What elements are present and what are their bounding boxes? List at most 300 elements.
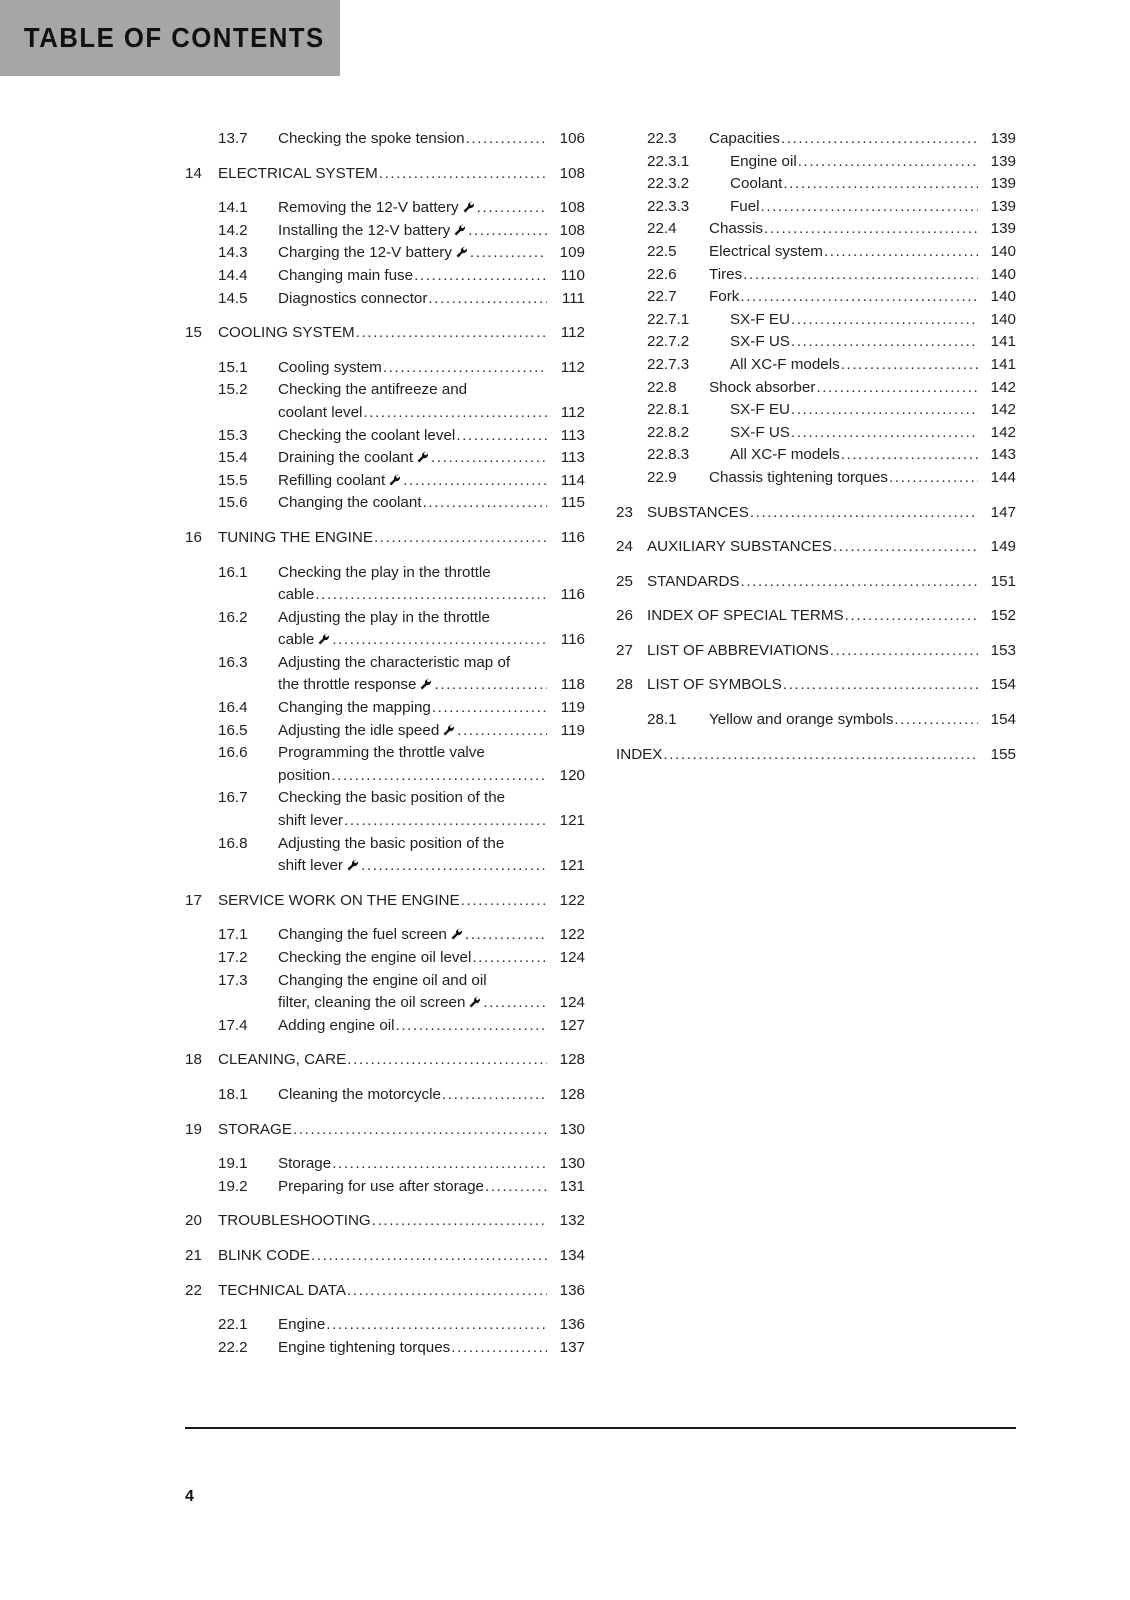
toc-entry[interactable]: [185, 527, 585, 550]
toc-entry-label: AUXILIARY SUBSTANCES: [647, 538, 832, 556]
toc-entry-label: Changing the engine oil and oil: [278, 971, 487, 989]
toc-entry-body: [709, 151, 978, 174]
toc-entry-label: Electrical system: [709, 242, 823, 260]
toc-entry-label: Checking the spoke tension: [278, 130, 465, 147]
toc-entry-body: [709, 218, 978, 241]
toc-entry-page-number: 130: [559, 1155, 585, 1173]
toc-entry-label: Chassis: [709, 220, 764, 238]
toc-entry-label: Fuel: [730, 197, 760, 215]
toc-entry-label: TECHNICAL DATA: [218, 1281, 346, 1299]
toc-entry-line: [730, 173, 978, 196]
toc-entry[interactable]: [185, 924, 585, 947]
toc-entry[interactable]: [185, 288, 585, 311]
toc-entry-number: 22.3.2: [647, 175, 690, 193]
leader-dots: [841, 354, 978, 377]
toc-entry-body: [278, 970, 547, 1015]
leader-dots: [663, 744, 978, 767]
table-of-contents-banner: [0, 0, 340, 76]
toc-entry-label: Adjusting the basic position of the: [278, 834, 505, 852]
toc-entry[interactable]: [616, 286, 1016, 309]
toc-entry[interactable]: [616, 264, 1016, 287]
toc-entry-line: [278, 197, 547, 220]
toc-entry-body: [278, 128, 547, 151]
toc-entry-label: INDEX: [616, 745, 663, 763]
toc-entry-line: [218, 1245, 547, 1268]
toc-entry-line: [218, 163, 547, 186]
toc-entry-body: [218, 890, 547, 913]
toc-entry[interactable]: [185, 890, 585, 913]
toc-entry-page-number: 147: [990, 503, 1016, 521]
toc-entry-number: 15.3: [218, 426, 248, 444]
leader-dots: [347, 1280, 547, 1303]
toc-column-left: [185, 128, 585, 1359]
toc-entry-label: Fork: [709, 288, 740, 306]
toc-entry[interactable]: [185, 379, 585, 424]
toc-entry[interactable]: [185, 220, 585, 243]
toc-entry[interactable]: [185, 197, 585, 220]
toc-entry-page-number: 113: [560, 449, 585, 467]
toc-entry-page-number: 127: [559, 1016, 585, 1034]
toc-entry-body: [709, 399, 978, 422]
toc-entry[interactable]: [616, 331, 1016, 354]
toc-entry[interactable]: [185, 1280, 585, 1303]
toc-entry-body: [647, 571, 978, 594]
toc-entry-line: [278, 379, 547, 402]
toc-entry-label: Refilling coolant: [278, 470, 402, 493]
toc-entry-line: [730, 444, 978, 467]
toc-entry[interactable]: [616, 218, 1016, 241]
toc-entry[interactable]: [616, 422, 1016, 445]
toc-entry-body: [278, 1084, 547, 1107]
toc-entry-number: 22.7.1: [647, 310, 690, 328]
leader-dots: [833, 536, 978, 559]
leader-dots: [845, 605, 978, 628]
toc-entry[interactable]: [616, 640, 1016, 663]
toc-entry-number: 22.8: [647, 378, 677, 396]
toc-entry[interactable]: [185, 742, 585, 787]
toc-entry-label: Yellow and orange symbols: [709, 711, 894, 729]
toc-entry-line: [218, 1119, 547, 1142]
toc-entry-body: [218, 1280, 547, 1303]
leader-dots: [740, 286, 978, 309]
toc-entry-line: [730, 309, 978, 332]
toc-entry-page-number: 118: [560, 676, 585, 694]
leader-dots: [461, 890, 547, 913]
toc-entry[interactable]: [616, 709, 1016, 732]
toc-entry-number: 16.2: [218, 608, 248, 626]
toc-entry[interactable]: [616, 744, 1016, 767]
toc-entry-label: Engine: [278, 1316, 326, 1334]
toc-entry[interactable]: [616, 377, 1016, 400]
toc-entry-line: [730, 399, 978, 422]
toc-entry-label: INDEX OF SPECIAL TERMS: [647, 607, 844, 625]
toc-entry[interactable]: [185, 697, 585, 720]
toc-entry-label: Checking the coolant level: [278, 426, 456, 444]
toc-entry-label: STANDARDS: [647, 572, 740, 590]
toc-entry-number: 15.4: [218, 449, 248, 467]
toc-entry-page-number: 122: [559, 926, 585, 944]
toc-entry-body: [218, 527, 547, 550]
toc-entry-label: Diagnostics connector: [278, 289, 428, 307]
page-title: TABLE OF CONTENTS: [23, 22, 325, 53]
toc-entry-body: [278, 242, 547, 265]
leader-dots: [383, 357, 547, 380]
toc-entry-number: 28: [616, 676, 633, 694]
toc-entry-page-number: 142: [990, 401, 1016, 419]
toc-entry-line: [709, 128, 978, 151]
toc-entry[interactable]: [185, 970, 585, 1015]
toc-entry[interactable]: [185, 1153, 585, 1176]
toc-entry-page-number: 128: [559, 1085, 585, 1103]
leader-dots: [363, 402, 547, 425]
toc-entry-line: [218, 1210, 547, 1233]
toc-entry[interactable]: [185, 425, 585, 448]
toc-entry-number: 14.1: [218, 199, 248, 217]
toc-entry-line: [278, 1314, 547, 1337]
toc-entry-page-number: 110: [560, 266, 585, 284]
leader-dots: [451, 1337, 547, 1360]
toc-entry-page-number: 121: [559, 857, 585, 875]
toc-entry-line: [278, 1337, 547, 1360]
toc-entry-number: 17.2: [218, 949, 248, 966]
toc-entry-body: [218, 1119, 547, 1142]
toc-entry-page-number: 116: [560, 586, 585, 604]
toc-entry[interactable]: [616, 151, 1016, 174]
toc-entry[interactable]: [616, 536, 1016, 559]
leader-dots: [396, 1015, 547, 1038]
toc-entry[interactable]: [616, 196, 1016, 219]
toc-entry[interactable]: [185, 1015, 585, 1038]
leader-dots: [432, 697, 547, 720]
toc-entry[interactable]: [185, 1176, 585, 1199]
toc-entry-line: [709, 264, 978, 287]
wrench-icon: [346, 859, 359, 872]
leader-dots: [372, 1210, 547, 1233]
toc-entry-line: [278, 833, 547, 856]
toc-entry-page-number: 122: [559, 891, 585, 909]
toc-entry-label: Changing main fuse: [278, 266, 414, 284]
toc-entry-body: [647, 674, 978, 697]
leader-dots: [824, 241, 978, 264]
toc-entry[interactable]: [185, 787, 585, 832]
toc-entry[interactable]: [616, 354, 1016, 377]
toc-entry-body: [278, 1314, 547, 1337]
toc-entry-body: [278, 924, 547, 947]
toc-entry[interactable]: [616, 309, 1016, 332]
toc-entry-page-number: 139: [990, 152, 1016, 170]
toc-entry-body: [709, 444, 978, 467]
toc-entry-body: [709, 241, 978, 264]
toc-entry-page-number: 151: [990, 572, 1016, 590]
toc-entry-number: 23: [616, 503, 633, 521]
toc-entry[interactable]: [185, 652, 585, 697]
toc-entry-body: [278, 447, 547, 470]
toc-entry-label: SUBSTANCES: [647, 503, 749, 521]
toc-entry[interactable]: [185, 1210, 585, 1233]
toc-entry-body: [278, 947, 547, 970]
toc-entry[interactable]: [185, 322, 585, 345]
toc-entry-body: [278, 742, 547, 787]
toc-entry-body: [278, 492, 547, 515]
toc-entry-page-number: 140: [990, 310, 1016, 328]
leader-dots: [783, 674, 978, 697]
footer-divider: [185, 1427, 1016, 1429]
toc-entry-number: 18: [185, 1051, 202, 1069]
toc-entry-line: [730, 354, 978, 377]
toc-entry-page-number: 120: [559, 766, 585, 784]
toc-entry-line: [730, 196, 978, 219]
leader-dots: [798, 151, 978, 174]
toc-entry-line: [709, 467, 978, 490]
leader-dots: [764, 218, 978, 241]
toc-entry[interactable]: [185, 1049, 585, 1072]
toc-entry-label: SX-F US: [730, 423, 790, 441]
toc-entry-page-number: 108: [559, 199, 585, 217]
toc-entry-line: [278, 1084, 547, 1107]
toc-entry-page-number: 153: [990, 641, 1016, 659]
toc-entry-page-number: 134: [559, 1246, 585, 1264]
toc-entry-label: the throttle response: [278, 674, 433, 697]
toc-entry-label: TUNING THE ENGINE: [218, 528, 373, 546]
toc-entry-label: SERVICE WORK ON THE ENGINE: [218, 891, 460, 909]
toc-entry-line: [278, 629, 547, 652]
toc-entry-number: 16: [185, 528, 202, 546]
toc-entry-line: [278, 447, 547, 470]
wrench-icon: [388, 474, 401, 487]
toc-entry-number: 15.5: [218, 471, 248, 489]
toc-entry-body: [278, 288, 547, 311]
toc-entry[interactable]: [616, 444, 1016, 467]
toc-entry-number: 13.7: [218, 130, 248, 147]
toc-entry[interactable]: [185, 1337, 585, 1360]
toc-entry[interactable]: [185, 128, 585, 151]
toc-entry-number: 22.6: [647, 265, 677, 283]
toc-entry-page-number: 139: [990, 175, 1016, 193]
leader-dots: [414, 265, 547, 288]
toc-entry-line: [278, 674, 547, 697]
wrench-icon: [419, 678, 432, 691]
leader-dots: [456, 425, 547, 448]
toc-entry[interactable]: [616, 467, 1016, 490]
toc-entry-page-number: 140: [990, 288, 1016, 306]
toc-entry-label: Changing the mapping: [278, 699, 431, 717]
toc-entry-line: [647, 536, 978, 559]
toc-entry-line: [730, 331, 978, 354]
toc-entry-number: 16.3: [218, 653, 248, 671]
toc-entry-label: All XC-F models: [730, 446, 840, 464]
leader-dots: [477, 197, 547, 220]
toc-entry-page-number: 108: [559, 164, 585, 182]
toc-entry-label: Checking the play in the throttle: [278, 563, 491, 581]
toc-entry-body: [709, 331, 978, 354]
toc-entry-body: [278, 1337, 547, 1360]
toc-entry-line: [278, 1176, 547, 1199]
toc-entry[interactable]: [185, 1314, 585, 1337]
toc-entry-number: 22.4: [647, 220, 677, 238]
toc-entry[interactable]: [185, 1245, 585, 1268]
toc-entry-body: [616, 744, 978, 767]
toc-entry-line: [278, 787, 547, 810]
toc-entry-page-number: 115: [560, 494, 585, 512]
toc-entry-label: Installing the 12-V battery: [278, 220, 467, 243]
toc-entry-number: 15.2: [218, 381, 248, 399]
toc-entry-page-number: 140: [990, 265, 1016, 283]
toc-entry[interactable]: [616, 173, 1016, 196]
toc-entry[interactable]: [185, 163, 585, 186]
leader-dots: [423, 492, 547, 515]
toc-entry-number: 22.7.2: [647, 333, 690, 351]
toc-entry[interactable]: [185, 447, 585, 470]
toc-entry-label: Charging the 12-V battery: [278, 242, 469, 265]
toc-entry-label: Engine tightening torques: [278, 1338, 451, 1356]
toc-entry[interactable]: [185, 357, 585, 380]
toc-entry-number: 16.7: [218, 789, 248, 807]
toc-entry-page-number: 111: [561, 289, 585, 307]
leader-dots: [442, 1084, 547, 1107]
toc-entry-page-number: 144: [990, 468, 1016, 486]
toc-entry[interactable]: [185, 492, 585, 515]
toc-entry-number: 16.8: [218, 834, 248, 852]
toc-entry-label: All XC-F models: [730, 355, 840, 373]
leader-dots: [470, 242, 547, 265]
toc-entry-line: [218, 322, 547, 345]
toc-entry-line: [218, 1049, 547, 1072]
toc-entry-number: 28.1: [647, 711, 677, 729]
toc-entry-number: 22.2: [218, 1338, 248, 1356]
toc-entry[interactable]: [616, 399, 1016, 422]
leader-dots: [347, 1049, 547, 1072]
toc-entry-label: Coolant: [730, 175, 783, 193]
leader-dots: [332, 629, 547, 652]
toc-entry-page-number: 109: [559, 244, 585, 262]
leader-dots: [374, 527, 547, 550]
toc-entry[interactable]: [616, 674, 1016, 697]
toc-entry-line: [730, 422, 978, 445]
toc-entry[interactable]: [185, 833, 585, 878]
leader-dots: [750, 502, 978, 525]
toc-entry-page-number: 141: [990, 333, 1016, 351]
toc-entry-label: Checking the basic position of the: [278, 789, 506, 807]
toc-entry[interactable]: [185, 947, 585, 970]
toc-entry-body: [278, 720, 547, 743]
footer-page-number: 4: [185, 1488, 194, 1505]
toc-entry-page-number: 130: [559, 1120, 585, 1138]
toc-entry-line: [278, 562, 547, 585]
toc-entry-number: 22.9: [647, 468, 677, 486]
wrench-icon: [416, 451, 429, 464]
toc-entry-page-number: 139: [990, 130, 1016, 147]
toc-entry[interactable]: [185, 1119, 585, 1142]
toc-entry-label: Engine oil: [730, 152, 797, 170]
toc-entry-page-number: 124: [559, 994, 585, 1012]
toc-entry-number: 17.3: [218, 971, 248, 989]
toc-entry-number: 17.1: [218, 926, 248, 944]
leader-dots: [403, 470, 547, 493]
toc-entry[interactable]: [185, 470, 585, 493]
toc-entry[interactable]: [616, 128, 1016, 151]
leader-dots: [457, 720, 547, 743]
leader-dots: [379, 163, 547, 186]
toc-entry-line: [278, 492, 547, 515]
leader-dots: [332, 1153, 547, 1176]
toc-entry-line: [278, 425, 547, 448]
toc-entry-page-number: 141: [990, 355, 1016, 373]
toc-entry-page-number: 142: [990, 423, 1016, 441]
toc-entry-number: 21: [185, 1246, 202, 1264]
toc-entry[interactable]: [185, 720, 585, 743]
toc-entry-body: [709, 264, 978, 287]
leader-dots: [791, 331, 978, 354]
toc-entry-line: [278, 947, 547, 970]
toc-entry-label: COOLING SYSTEM: [218, 324, 355, 342]
toc-entry-body: [278, 697, 547, 720]
toc-entry-number: 14.5: [218, 289, 248, 307]
toc-entry[interactable]: [185, 242, 585, 265]
toc-entry-line: [278, 265, 547, 288]
toc-entry-number: 19.2: [218, 1177, 248, 1195]
toc-entry-label: cable: [278, 586, 315, 604]
toc-entry[interactable]: [616, 605, 1016, 628]
toc-entry[interactable]: [616, 502, 1016, 525]
toc-entry-line: [730, 151, 978, 174]
toc-entry-line: [278, 220, 547, 243]
toc-entry-body: [709, 422, 978, 445]
toc-entry[interactable]: [185, 562, 585, 607]
toc-entry-number: 15.1: [218, 358, 248, 376]
toc-entry-line: [278, 992, 547, 1015]
toc-entry-page-number: 131: [559, 1177, 585, 1195]
toc-entry-body: [709, 173, 978, 196]
toc-entry-line: [616, 744, 978, 767]
toc-entry-number: 25: [616, 572, 633, 590]
toc-entry-label: Shock absorber: [709, 378, 816, 396]
toc-entry-body: [218, 1245, 547, 1268]
toc-entry-label: shift lever: [278, 812, 343, 830]
toc-entry-number: 15.6: [218, 494, 248, 512]
leader-dots: [311, 1245, 547, 1268]
toc-entry-body: [278, 833, 547, 878]
wrench-icon: [453, 224, 466, 237]
toc-entry-line: [709, 709, 978, 732]
toc-entry-number: 22.7: [647, 288, 677, 306]
toc-entry-label: LIST OF ABBREVIATIONS: [647, 641, 829, 659]
toc-entry-label: Cleaning the motorcycle: [278, 1085, 441, 1103]
leader-dots: [889, 467, 978, 490]
toc-entry[interactable]: [616, 241, 1016, 264]
leader-dots: [783, 173, 978, 196]
toc-entry-body: [278, 470, 547, 493]
toc-entry-label: Changing the coolant: [278, 494, 422, 512]
toc-entry-body: [709, 309, 978, 332]
toc-entry-label: filter, cleaning the oil screen: [278, 992, 482, 1015]
toc-entry-body: [647, 605, 978, 628]
wrench-icon: [468, 996, 481, 1009]
leader-dots: [761, 196, 978, 219]
toc-entry[interactable]: [185, 607, 585, 652]
leader-dots: [434, 674, 547, 697]
toc-entry-number: 15: [185, 324, 202, 342]
toc-entry-body: [278, 1015, 547, 1038]
leader-dots: [293, 1119, 547, 1142]
toc-entry[interactable]: [185, 265, 585, 288]
toc-entry-body: [278, 265, 547, 288]
toc-entry[interactable]: [185, 1084, 585, 1107]
toc-entry[interactable]: [616, 571, 1016, 594]
toc-entry-number: 17.4: [218, 1016, 248, 1034]
toc-entry-body: [218, 163, 547, 186]
toc-entry-page-number: 137: [559, 1338, 585, 1356]
toc-entry-body: [647, 536, 978, 559]
